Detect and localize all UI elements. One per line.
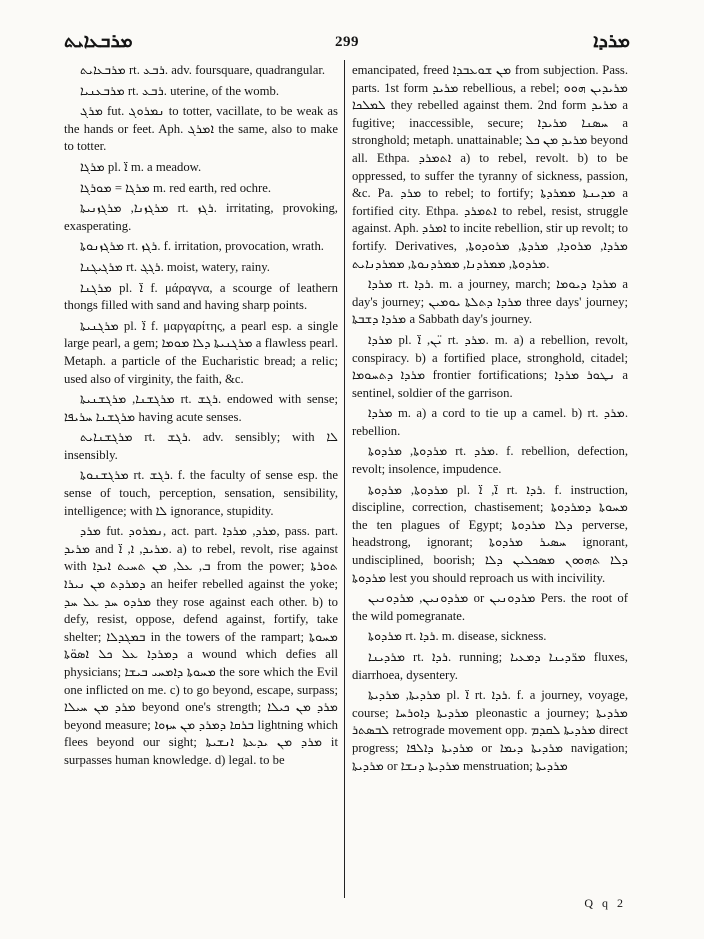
dictionary-entry: ܡܪܕܘܬܐ, ܡܪܕܘܬܐ pl. ܐ̈, ܐ̈ rt. ܪܕܐ. f. instruction, discipline, correction, chastisement; ܡܚܘܬܐ ܕܡܪܕܘܬܐ the ten plagues of Egypt; ܕܠܐ ܡܪܕܘܬܐ perverse, headstrong, ignorant; ܚܣܝܪ ܡܪܕܘܬܐ ignorant, undisciplined, boorish; ܕܠܐ ܬܗܘܘܢ ܡܣܟܠܝܢ ܕܠܐ ܡܪܕܘܬܐ lest you should reproach us with incivility.	[352, 482, 628, 585]
dictionary-entry: ܡܪܓܫܢܘܬܐ rt. ܪܓܫ. f. the faculty of sense esp. the sense of touch, perception, sensation, sensibility, intelligence; with ܠܐ ignorance, stupidity.	[64, 468, 338, 518]
left-column	[64, 62, 338, 894]
dictionary-entry: ܡܪܕܐ rt. ܪܕܐ. m. a journey, march; ܡܪܕܐ ܕܝܘܡܐ a day's journey; ܡܪܕܐ ܕܬܠܬܐ ܝܘܡܝܢ three days' journey; ܡܪܕܐ ܕܫܒܬܐ a Sabbath day's journey.	[352, 277, 628, 327]
dictionary-entry: ܡܪܓܝܓܢܐ rt. ܪܓܓ. moist, watery, rainy.	[80, 259, 270, 274]
running-head-right: ܡܪܕܐ	[593, 30, 630, 52]
dictionary-entry: emancipated, freed ܡܢ ܫܘܥܒܕܐ from subjection. Pass. parts. 1st form ܡܪܝܕ rebellious, a rebel; ܡܪܝܕܝܢ ܗܘܘ ܠܡܠܟܐ they rebelled against them. 2nd form ܡܪܝܕ a fugitive; inaccessible, secure; ܚܣܢܐ ܡܪܝܕܐ a stronghold; metaph. unattainable; ܡܪܝܕ ܡܢ ܟܠ beyond all. Ethpa. ܐܬܡܪܕ a) to rebel, revolt. b) to be oppressed, to suffer the tyranny of sickness, passion, &c. Pa. ܡܪܕ to rebel; to fortify; ܡܕܝܢܬܐ ܡܡܪܕܬܐ a fortified city. Ethpa. ܐܬܡܪܕ to rebel, resist, struggle against. Aph. ܐܡܪܕ to incite rebellion, stir up revolt; to fortify. Derivatives, ܡܪܕܐ, ܡܪܘܕܐ, ܡܪܕܬܐ, ܡܪܘܕܘܬܐ, ܡܪܕܘܬܐ, ܡܡܪܕܢܐ, ܡܡܪܕܢܘܬܐ, ܡܡܪܕܢܐܝܬ.	[352, 63, 628, 271]
dictionary-entry: ܡܪܕܐ m. a) a cord to tie up a camel. b) rt. ܡܪܕ. rebellion.	[352, 406, 628, 438]
dictionary-entry: ܡܪܓܢܐ pl. ܐ̈ f. μάραγνα, a scourge of leathern thongs filled with sand and having sharp points.	[64, 280, 338, 313]
dictionary-entry: ܡܪܓܫܢܐ, ܡܪܓܫܢܝܬܐ rt. ܪܓܫ. endowed with sense; ܡܪܓܫܢܐ ܚܪܝܦܐ having acute senses.	[64, 392, 338, 424]
dictionary-entry: ܡܪܓܙܢܐ, ܡܪܓܙܢܝܬܐ rt. ܪܓܙ. irritating, provoking, exasperating.	[64, 201, 338, 233]
dictionary-entry: ܡܪܓܢܝܬܐ pl. ܐ̈ f. μαργαρίτης, a pearl esp. a single large pearl, a gem; ܡܪܓܢܝܬܐ ܕܠܐ ܡܘܡܐ a flawless pearl. Metaph. a particle of the Eucharistic bread; a relic; used also of virginity, the faith, &c.	[64, 318, 338, 386]
dictionary-entry: ܡܪܕܘܬܐ rt. ܪܕܐ. m. disease, sickness.	[368, 629, 547, 644]
dictionary-entry: ܡܪܓ fut. ܢܡܪܘܓ to totter, vacillate, to be weak as the hands or feet. Aph. ܐܡܪܓ the same, also to make to totter.	[64, 104, 338, 154]
dictionary-entry: ܡܪܕܐ pl. ܝ̈ܢ, ܐ̈ rt. ܡܪܕ. m. a) a rebellion, revolt, conspiracy. b) a fortified place, stronghold, citadel; ܡܪܕܐ ܕܬܚܘܡܐ frontier fortifications; ܢܛܘܪ ܡܪܕܐ a sentinel, soldier of the garrison.	[352, 332, 628, 400]
dictionary-entry: ܡܪܒܥܐܝܬ rt. ܪܒܥ. adv. foursquare, quadrangular.	[80, 63, 326, 77]
dictionary-entry: ܡܪܕܘܢܝܢ, ܡܪܕܘܢܝܢ or ܡܪܕܘܢܝܢ Pers. the root of the wild pomegranate.	[352, 591, 628, 623]
running-head	[64, 30, 630, 56]
dictionary-entry: ܡܪܒܥܢܝܐ rt. ܪܒܥ. uterine, of the womb.	[80, 83, 280, 98]
dictionary-entry: ܡܪܕ fut. ܢܡܪܘܕ, act. part. ܡܪܕ, ܡܪܕܐ, pass. part. ܡܪܝܕ and ܡܪܝܕ, ܐ, ܐ̈. a) to rebel, revolt, rise against with ܒ, ܥܠ, ܡܢ ܬܚܝܬ ܐܝܕܐ from the power; ܬܘܪܬܐ ܕܡܪܕܬ ܡܢ ܢܝܪܐ an heifer rebelled against the yoke; ܡܪܕܘ ܚܕ ܥܠ ܚܕ they rose against each other. b) to defy, resist, oppose, defend against, fortify, take shelter; ܒܡܓܕܠܐ in the towers of the rampart; ܡܚܘܬܐ ܕܡܪܕܐ ܥܠ ܟܠ ܐܣܘ̈ܬܐ a wound which defies all physicians; ܡܚܘܬܐ ܕܐܡܚܝ ܒܝܫܐ the sore which the Evil one inflicted on me. c) to go beyond, escape, surpass; ܡܪܕ ܡܢ ܚܝܠܐ beyond one's strength; ܡܪܕ ܡܢ ܟܝܠܐ beyond measure; ܒܪܩܐ ܕܡܪܕ ܡܢ ܚܙܘܐ lightning which flees beyond our sight; ܡܪܕ ܡܢ ܝܕܥܬܐ ܐܢܫܝܬܐ it surpasses human knowledge. d) legal. to be	[64, 524, 338, 767]
right-column	[352, 62, 628, 894]
signature-mark: Q q 2	[584, 896, 626, 910]
dictionary-entry: ܡܪܕܝܢܐ rt. ܪܕܐ. running; ܡܪ̈ܕܝܢܐ ܕܡܥܝܐ fluxes, diarrhoea, dysentery.	[352, 650, 628, 682]
dictionary-entry: ܡܪܓܐ = ܡܘܪܓܐ m. red earth, red ochre.	[80, 180, 272, 195]
running-head-left: ܡܪܒܥܐܝܬ	[64, 30, 133, 52]
page-number: 299	[335, 34, 359, 50]
dictionary-entry: ܡܪܕܘܬܐ, ܡܪܕܘܬܐ rt. ܡܪܕ. f. rebellion, defection, revolt; insolence, impudence.	[352, 444, 628, 477]
dictionary-entry: ܡܪܓܙܢܘܬܐ rt. ܪܓܙ. f. irritation, provocation, wrath.	[80, 239, 324, 254]
dictionary-entry: ܡܪܓܐ pl. ܐ̈ m. a meadow.	[80, 159, 202, 174]
dictionary-entry: ܡܪܓܫܢܐܝܬ rt. ܪܓܫ. adv. sensibly; with ܠܐ insensibly.	[64, 430, 338, 462]
column-divider	[344, 60, 345, 898]
dictionary-entry: ܡܪܕܝܬܐ, ܡܪܕܝܬܐ pl. ܐ̈ rt. ܪܕܐ. f. a journey, voyage, course; ܡܪܕܝܬܐ ܕܐܘܪܚܐ pleonastic a journey; ܡܪܕܝܬܐ ܠܒܣܬܪ retrograde movement opp. ܡܪܕܝܬܐ ܠܩܕܡ direct progress; ܡܪܕܝܬܐ ܕܐܠܦܐ or ܡܪܕܝܬܐ ܕܝܡܐ navigation; ܡܪܕܝܬܐ or ܡܪܕܝܬܐ ܕܢܫܐ menstruation; ܡܪܕܝܬܐ	[352, 688, 628, 773]
